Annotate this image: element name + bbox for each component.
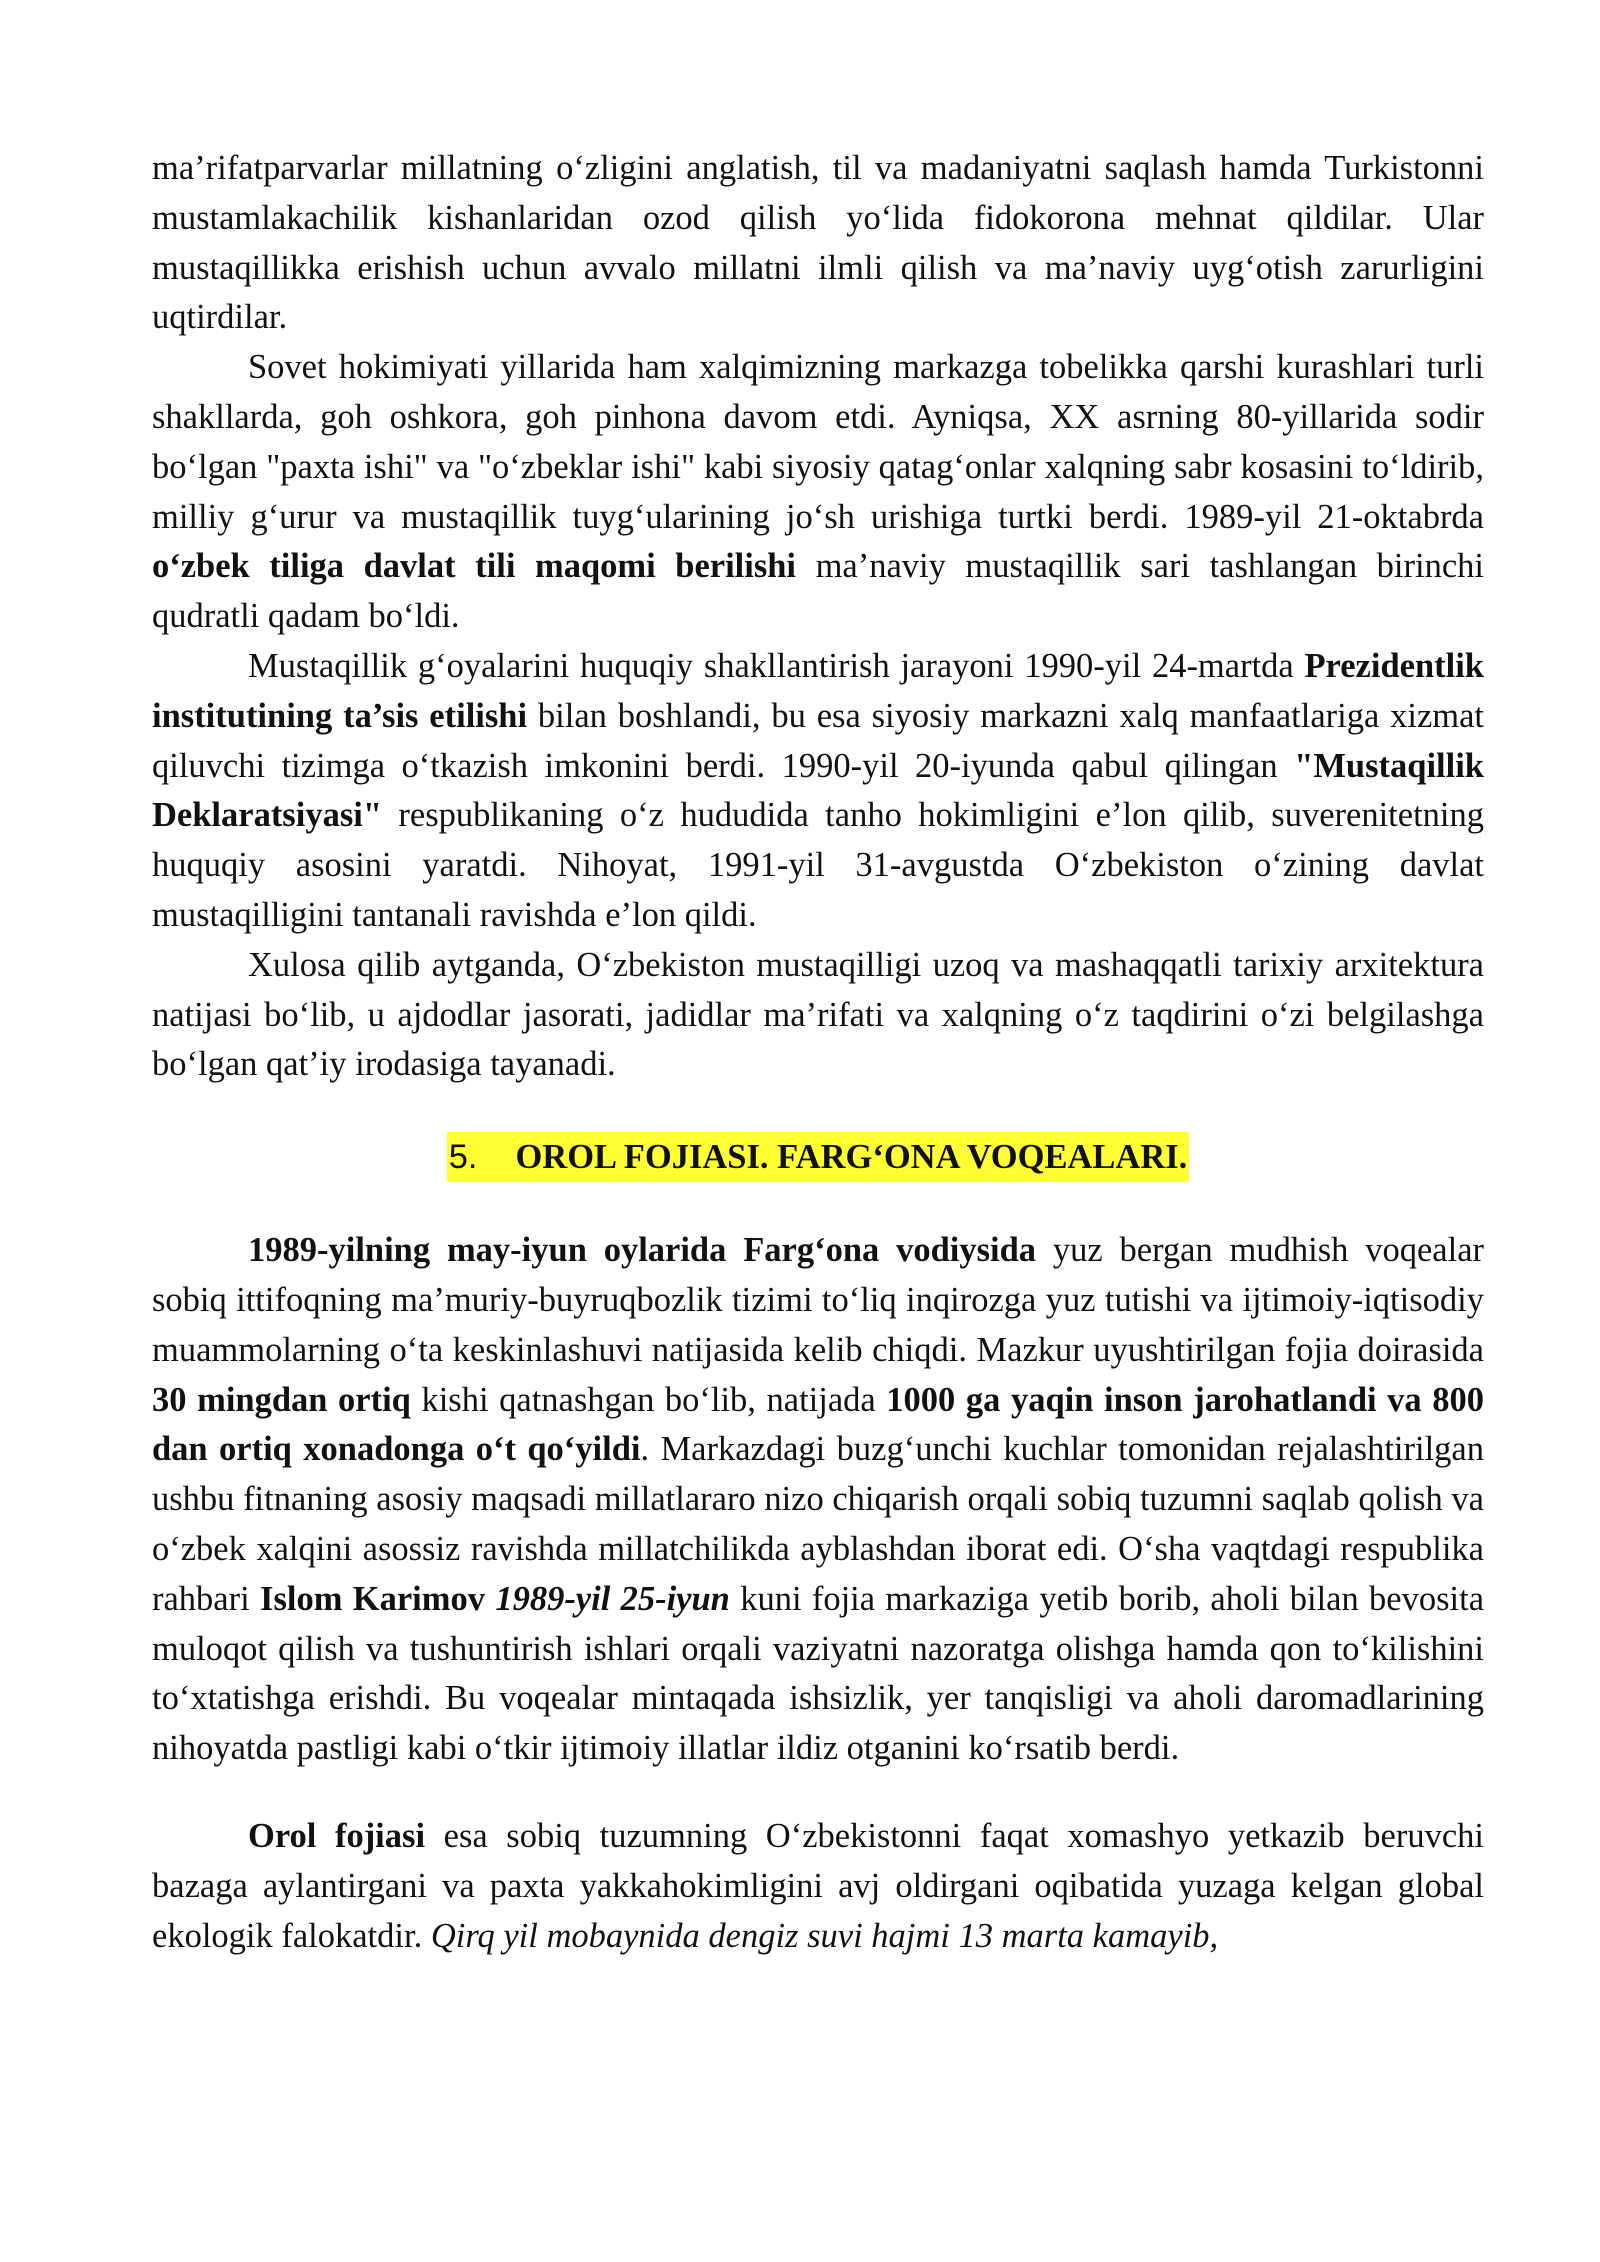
paragraph-3: Mustaqillik g‘oyalarini huquqiy shakllantirish jarayoni 1990-yil 24-martda Prezidentlik institutining ta’sis etilishi bilan boshlandi, bu esa siyosiy markazni xalq manfaatlariga xizmat qiluvchi tizimga o‘tkazish imkonini berdi. 1990-yil 20-iyunda qabul qilingan "Mustaqillik Deklaratsiyasi" respublikaning o‘z hududida tanho hokimligini e’lon qilib, suverenitetning huquqiy asosini yaratdi. Nihoyat, 1991-yil 31-avgustda O‘zbekiston o‘zining davlat mustaqilligini tantanali ravishda e’lon qildi. bbox=[152, 646, 1484, 934]
paragraph-5: 1989-yilning may-iyun oylarida Farg‘ona vodiysida yuz bergan mudhish voqealar sobiq ittifoqning ma’muriy-buyruqbozlik tizimi to‘liq inqirozga yuz tutishi va ijtimoiy-iqtisodiy muammolarning o‘ta keskinlashuvi natijasida kelib chiqdi. Mazkur uyushtirilgan fojia doirasida 30 mingdan ortiq kishi qatnashgan bo‘lib, natijada 1000 ga yaqin inson jarohatlandi va 800 dan ortiq xonadonga o‘t qo‘yildi. Markazdagi buzg‘unchi kuchlar tomonidan rejalashtirilgan ushbu fitnaning asosiy maqsadi millatlararo nizo chiqarish orqali sobiq tuzumni saqlab qolish va o‘zbek xalqini asossiz ravishda millatchilikda ayblashdan iborat edi. O‘sha vaqtdagi respublika rahbari Islom Karimov 1989-yil 25-iyun kuni fojia markaziga yetib borib, aholi bilan bevosita muloqot qilish va tushuntirish ishlari orqali vaziyatni nazoratga olishga hamda qon to‘kilishini to‘xtatishga erishdi. Bu voqealar mintaqada ishsizlik, yer tanqisligi va aholi daromadlarining nihoyatda pastligi kabi o‘tkir ijtimoiy illatlar ildiz otganini ko‘rsatib berdi. bbox=[152, 1231, 1485, 1768]
paragraph-2: Sovet hokimiyati yillarida ham xalqimizning markazga tobelikka qarshi kurashlari turli shakllarda, goh oshkora, goh pinhona davom etdi. Ayniqsa, XX asrning 80-yillarida sodir bo‘lgan "paxta ishi" va "o‘zbeklar ishi" kabi siyosiy qatag‘onlar xalqning sabr kosasini to‘ldirib, milliy g‘urur va mustaqillik tuyg‘ularining jo‘sh urishiga turtki berdi. 1989-yil 21-oktabrda o‘zbek tiliga davlat tili maqomi berilishi ma’naviy mustaqillik sari tashlangan birinchi qudratli qadam bo‘ldi. bbox=[152, 348, 1484, 636]
section-title: OROL FOJIASI. FARG‘ONA VOQEALARI. bbox=[515, 1138, 1188, 1177]
paragraph-6: Orol fojiasi esa sobiq tuzumning O‘zbekistonni faqat xomashyo yetkazib beruvchi bazaga aylantirgani va paxta yakkahokimligini avj oldirgani oqibatida yuzaga kelgan global ekologik falokatdir. Qirq yil mobaynida dengiz suvi hajmi 13 marta kamayib, bbox=[152, 1816, 1484, 1955]
bold-italic-phrase: 1989-yil 25-iyun bbox=[495, 1579, 730, 1618]
section-heading bbox=[152, 1132, 1484, 1182]
bold-phrase: 1989-yilning may-iyun oylarida Farg‘ona vodiysida bbox=[248, 1231, 1037, 1270]
bold-phrase: Prezidentlik institutining ta’sis etilishi bbox=[152, 646, 1484, 735]
bold-phrase: "Mustaqillik Deklaratsiyasi" bbox=[152, 746, 1484, 835]
bold-phrase: Orol fojiasi bbox=[248, 1816, 426, 1855]
paragraph-gap bbox=[152, 1774, 1484, 1812]
bold-phrase: Islom Karimov bbox=[260, 1579, 485, 1618]
section-number: 5. bbox=[448, 1138, 478, 1177]
bold-phrase: 30 mingdan ortiq bbox=[152, 1380, 411, 1419]
bold-phrase: 1000 ga yaqin inson jarohatlandi va 800 dan ortiq xonadonga o‘t qo‘yildi bbox=[152, 1380, 1485, 1469]
document-page bbox=[152, 144, 1484, 1961]
highlighted-heading bbox=[447, 1132, 1190, 1182]
italic-phrase: Qirq yil mobaynida dengiz suvi hajmi 13 marta kamayib, bbox=[430, 1916, 1219, 1955]
bold-phrase: o‘zbek tiliga davlat tili maqomi berilishi bbox=[152, 547, 797, 586]
paragraph-1: ma’rifatparvarlar millatning o‘zligini anglatish, til va madaniyatni saqlash hamda Turkistonni mustamlakachilik kishanlaridan ozod qilish yo‘lida fidokorona mehnat qildilar. Ular mustaqillikka erishish uchun avvalo millatni ilmli qilish va ma’naviy uyg‘otish zarurligini uqtirdilar. bbox=[152, 149, 1484, 337]
paragraph-4: Xulosa qilib aytganda, O‘zbekiston mustaqilligi uzoq va mashaqqatli tarixiy arxitektura natijasi bo‘lib, u ajdodlar jasorati, jadidlar ma’rifati va xalqning o‘z taqdirini o‘zi belgilashga bo‘lgan qat’iy irodasiga tayanadi. bbox=[152, 945, 1484, 1084]
